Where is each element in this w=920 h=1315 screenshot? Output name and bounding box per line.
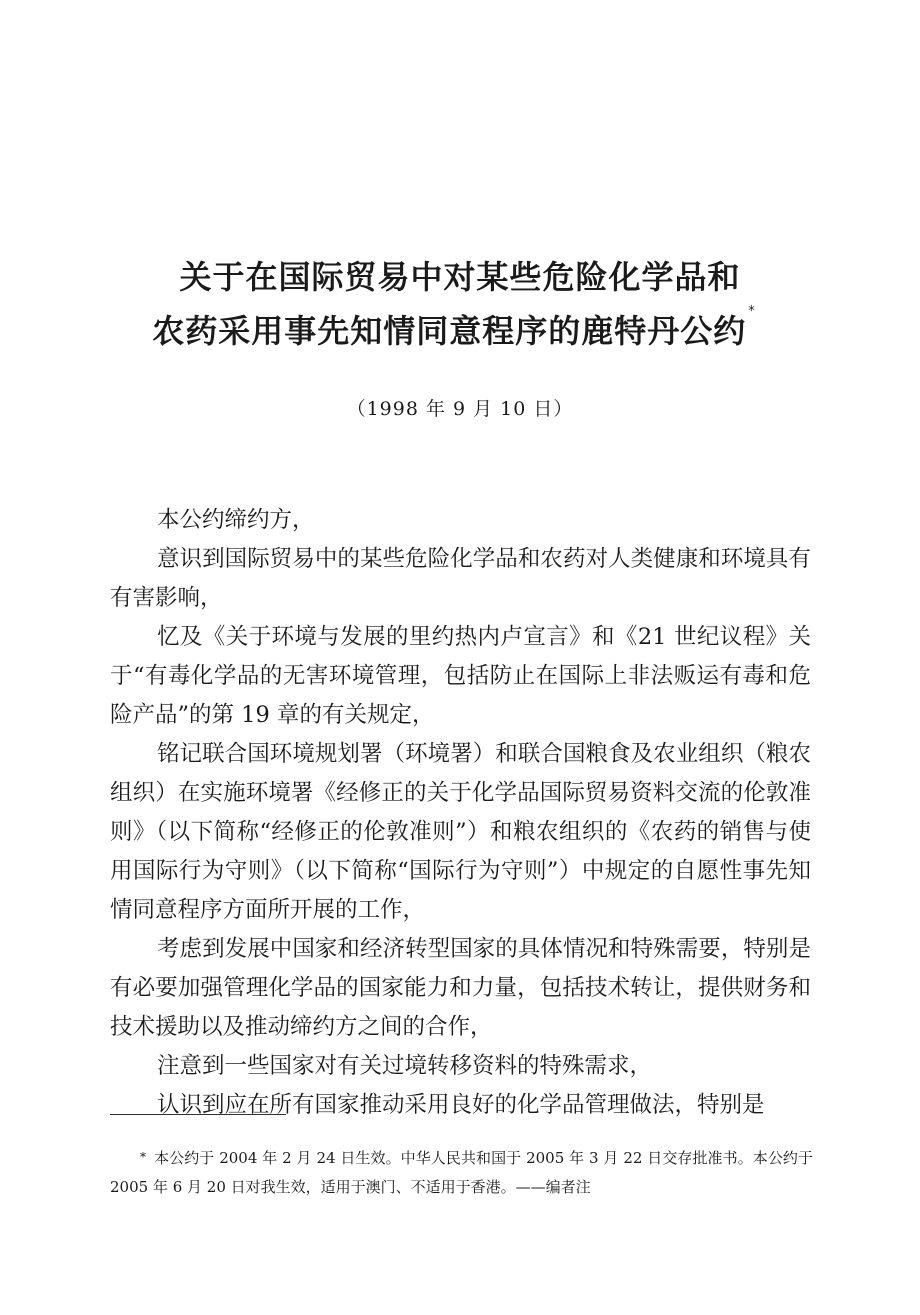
document-date: （1998 年 9 月 10 日） [346, 398, 574, 420]
preamble-paragraph: 铭记联合国环境规划署（环境署）和联合国粮食及农业组织（粮农组织）在实施环境署《经修正的关于化学品国际贸易资料交流的伦敦准则》（以下简称“经修正的伦敦准则”）和粮农组织的《农药的销售与使用国际行为守则》（以下简称“国际行为守则”）中规定的自愿性事先知情同意程序方面所开展的工作， [110, 741, 811, 923]
title-footnote-marker: * [748, 304, 756, 319]
footnote-marker: * [140, 1150, 146, 1164]
preamble-paragraph: 注意到一些国家对有关过境转移资料的特殊需求， [157, 1053, 653, 1079]
footnote-text: 本公约于 2004 年 2 月 24 日生效。中华人民共和国于 2005 年 3 月 22 日交存批准书。本公约于 2005 年 6 月 20 日对我生效，适用于澳门、不适用于香港。——编者注 [110, 1149, 813, 1196]
document-title-line-2-text: 农药采用事先知情同意程序的鹿特丹公约 [152, 312, 747, 350]
document-title-line-1: 关于在国际贸易中对某些危险化学品和 [179, 258, 741, 296]
preamble-paragraph: 忆及《关于环境与发展的里约热内卢宣言》和《21 世纪议程》关于“有毒化学品的无害环境管理，包括防止在国际上非法贩运有毒和危险产品”的第 19 章的有关规定， [110, 624, 811, 728]
footnote [110, 1143, 813, 1202]
preamble-paragraph: 本公约缔约方， [157, 507, 315, 533]
preamble-paragraph: 意识到国际贸易中的某些危险化学品和农药对人类健康和环境具有有害影响， [110, 546, 811, 611]
preamble-paragraph: 认识到应在所有国家推动采用良好的化学品管理做法，特别是 [157, 1092, 765, 1118]
preamble-body [110, 501, 811, 1125]
preamble-paragraph: 考虑到发展中国家和经济转型国家的具体情况和特殊需要，特别是有必要加强管理化学品的国家能力和力量，包括技术转让，提供财务和技术援助以及推动缔约方之间的合作， [110, 936, 811, 1040]
footnote-divider [110, 1114, 286, 1115]
document-title-line-2 [0, 306, 914, 352]
